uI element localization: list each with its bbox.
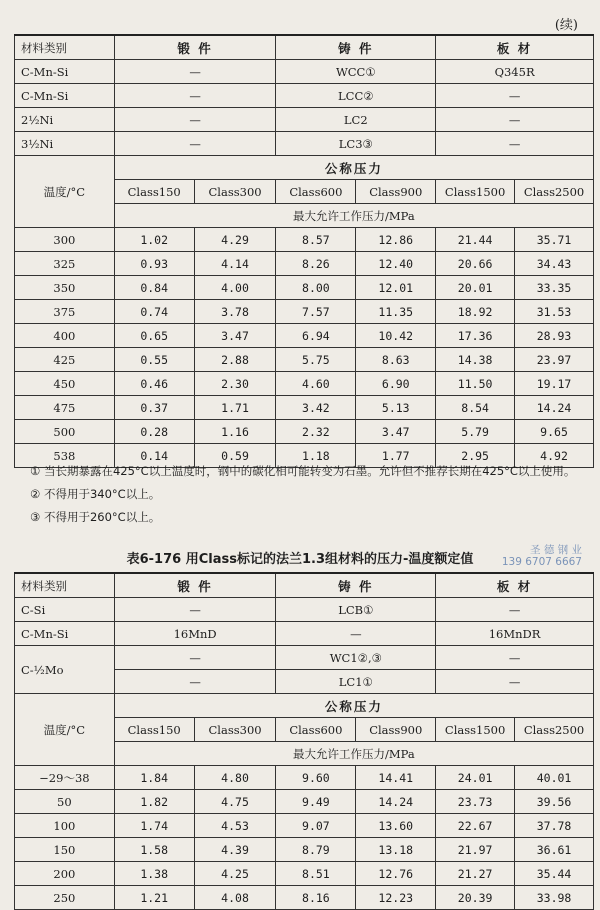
pressure-cell: 1.77 — [356, 444, 436, 468]
max-pressure-header: 最大允许工作压力/MPa — [114, 204, 593, 228]
temperature-cell: 100 — [15, 814, 115, 838]
pressure-cell: 3.78 — [194, 300, 276, 324]
material-row — [15, 646, 594, 670]
pressure-cell: 1.38 — [114, 862, 194, 886]
material-category: C-½Mo — [15, 646, 115, 694]
material-row — [15, 60, 594, 84]
continued-label: (续) — [554, 18, 578, 33]
pressure-cell: 4.53 — [194, 814, 276, 838]
pressure-cell: 20.39 — [436, 886, 515, 910]
pressure-cell: 0.74 — [114, 300, 194, 324]
material-category-header: 材料类别 — [15, 573, 115, 598]
pressure-cell: 39.56 — [515, 790, 594, 814]
pressure-cell: 7.57 — [276, 300, 356, 324]
pressure-cell: 5.79 — [436, 420, 515, 444]
temperature-cell: 475 — [15, 396, 115, 420]
material-category: C-Si — [15, 598, 115, 622]
nominal-pressure-row — [15, 156, 594, 180]
pressure-cell: 11.35 — [356, 300, 436, 324]
material-category-header: 材料类别 — [15, 35, 115, 60]
forged-cell: 16MnD — [114, 622, 276, 646]
pressure-cell: 8.57 — [276, 228, 356, 252]
temperature-header: 温度/°C — [15, 694, 115, 766]
pressure-cell: 0.59 — [194, 444, 276, 468]
temperature-cell: 325 — [15, 252, 115, 276]
pressure-cell: 1.74 — [114, 814, 194, 838]
class-header: Class1500 — [436, 718, 515, 742]
pressure-cell: 35.44 — [515, 862, 594, 886]
pressure-cell: 1.18 — [276, 444, 356, 468]
forged-header: 锻 件 — [114, 573, 276, 598]
pressure-cell: 0.84 — [114, 276, 194, 300]
material-row — [15, 622, 594, 646]
temperature-cell: 500 — [15, 420, 115, 444]
table-row — [15, 300, 594, 324]
pressure-cell: 1.21 — [114, 886, 194, 910]
plate-cell: — — [436, 646, 594, 670]
pressure-cell: 21.27 — [436, 862, 515, 886]
table-row — [15, 838, 594, 862]
pressure-cell: 4.29 — [194, 228, 276, 252]
class-header: Class600 — [276, 718, 356, 742]
footnote-3: ③ 不得用于260°C以上。 — [30, 510, 161, 524]
pressure-cell: 0.93 — [114, 252, 194, 276]
pressure-cell: 8.16 — [276, 886, 356, 910]
pressure-cell: 2.88 — [194, 348, 276, 372]
temperature-cell: 250 — [15, 886, 115, 910]
material-row — [15, 84, 594, 108]
pressure-cell: 4.60 — [276, 372, 356, 396]
forged-cell: — — [114, 84, 276, 108]
pressure-cell: 12.40 — [356, 252, 436, 276]
table-row — [15, 790, 594, 814]
pressure-cell: 28.93 — [515, 324, 594, 348]
class-header: Class300 — [194, 718, 276, 742]
pressure-cell: 20.01 — [436, 276, 515, 300]
temperature-cell: 538 — [15, 444, 115, 468]
pressure-cell: 36.61 — [515, 838, 594, 862]
cast-cell: LC2 — [276, 108, 436, 132]
cast-header: 铸 件 — [276, 573, 436, 598]
pressure-cell: 8.79 — [276, 838, 356, 862]
pressure-cell: 14.41 — [356, 766, 436, 790]
forged-cell: — — [114, 670, 276, 694]
temperature-cell: 450 — [15, 372, 115, 396]
watermark-company: 圣 德 钢 业 — [529, 544, 582, 556]
pressure-cell: 33.98 — [515, 886, 594, 910]
material-row — [15, 132, 594, 156]
pressure-cell: 9.07 — [276, 814, 356, 838]
temperature-cell: 350 — [15, 276, 115, 300]
cast-cell: LCB① — [276, 598, 436, 622]
table-row — [15, 886, 594, 910]
temperature-cell: 300 — [15, 228, 115, 252]
cast-cell: — — [276, 622, 436, 646]
plate-cell: — — [436, 132, 594, 156]
pressure-cell: 4.25 — [194, 862, 276, 886]
pressure-cell: 9.65 — [515, 420, 594, 444]
table-row — [15, 348, 594, 372]
temperature-cell: 200 — [15, 862, 115, 886]
cast-cell: WC1②,③ — [276, 646, 436, 670]
class-header: Class900 — [356, 180, 436, 204]
plate-header: 板 材 — [436, 35, 594, 60]
table-row — [15, 252, 594, 276]
table-row — [15, 396, 594, 420]
pressure-cell: 0.65 — [114, 324, 194, 348]
pressure-cell: 5.75 — [276, 348, 356, 372]
class-header: Class900 — [356, 718, 436, 742]
plate-cell: Q345R — [436, 60, 594, 84]
cast-cell: WCC① — [276, 60, 436, 84]
pressure-cell: 21.97 — [436, 838, 515, 862]
table-row — [15, 814, 594, 838]
watermark-phone: 139 6707 6667 — [501, 556, 582, 568]
forged-cell: — — [114, 598, 276, 622]
table-row — [15, 276, 594, 300]
pressure-cell: 13.18 — [356, 838, 436, 862]
pressure-cell: 35.71 — [515, 228, 594, 252]
pressure-cell: 23.73 — [436, 790, 515, 814]
temperature-cell: −29～38 — [15, 766, 115, 790]
material-category: C-Mn-Si — [15, 84, 115, 108]
material-row — [15, 598, 594, 622]
pressure-cell: 37.78 — [515, 814, 594, 838]
nominal-pressure-header: 公称压力 — [114, 694, 593, 718]
plate-cell: 16MnDR — [436, 622, 594, 646]
pressure-cell: 6.90 — [356, 372, 436, 396]
forged-cell: — — [114, 60, 276, 84]
pressure-cell: 1.71 — [194, 396, 276, 420]
class-header: Class150 — [114, 718, 194, 742]
plate-cell: — — [436, 84, 594, 108]
pressure-cell: 8.00 — [276, 276, 356, 300]
pressure-cell: 18.92 — [436, 300, 515, 324]
cast-header: 铸 件 — [276, 35, 436, 60]
pressure-cell: 8.51 — [276, 862, 356, 886]
pressure-cell: 21.44 — [436, 228, 515, 252]
material-category: C-Mn-Si — [15, 60, 115, 84]
nominal-pressure-header: 公称压力 — [114, 156, 593, 180]
pressure-cell: 14.24 — [515, 396, 594, 420]
pressure-cell: 1.58 — [114, 838, 194, 862]
pressure-cell: 22.67 — [436, 814, 515, 838]
footnotes — [30, 460, 575, 529]
pressure-cell: 6.94 — [276, 324, 356, 348]
pressure-cell: 12.86 — [356, 228, 436, 252]
pressure-cell: 0.28 — [114, 420, 194, 444]
rating-table-2 — [14, 572, 594, 910]
pressure-cell: 20.66 — [436, 252, 515, 276]
temperature-cell: 150 — [15, 838, 115, 862]
max-pressure-header: 最大允许工作压力/MPa — [114, 742, 593, 766]
cast-cell: LCC② — [276, 84, 436, 108]
pressure-cell: 1.02 — [114, 228, 194, 252]
forged-cell: — — [114, 108, 276, 132]
pressure-cell: 5.13 — [356, 396, 436, 420]
pressure-cell: 17.36 — [436, 324, 515, 348]
pressure-cell: 0.46 — [114, 372, 194, 396]
plate-header: 板 材 — [436, 573, 594, 598]
pressure-cell: 1.82 — [114, 790, 194, 814]
table-row — [15, 420, 594, 444]
forged-cell: — — [114, 646, 276, 670]
pressure-cell: 4.14 — [194, 252, 276, 276]
plate-cell: — — [436, 598, 594, 622]
class-header: Class300 — [194, 180, 276, 204]
table-row — [15, 324, 594, 348]
temperature-header: 温度/°C — [15, 156, 115, 228]
pressure-cell: 12.23 — [356, 886, 436, 910]
pressure-cell: 0.14 — [114, 444, 194, 468]
pressure-cell: 4.39 — [194, 838, 276, 862]
pressure-cell: 4.08 — [194, 886, 276, 910]
class-header: Class2500 — [515, 180, 594, 204]
pressure-cell: 34.43 — [515, 252, 594, 276]
material-category: C-Mn-Si — [15, 622, 115, 646]
class-header: Class1500 — [436, 180, 515, 204]
cast-cell: LC3③ — [276, 132, 436, 156]
material-category: 2½Ni — [15, 108, 115, 132]
pressure-cell: 2.32 — [276, 420, 356, 444]
pressure-cell: 12.01 — [356, 276, 436, 300]
pressure-cell: 3.42 — [276, 396, 356, 420]
pressure-cell: 2.95 — [436, 444, 515, 468]
plate-cell: — — [436, 108, 594, 132]
pressure-cell: 13.60 — [356, 814, 436, 838]
temperature-cell: 50 — [15, 790, 115, 814]
pressure-cell: 4.80 — [194, 766, 276, 790]
class-header: Class600 — [276, 180, 356, 204]
class-header: Class2500 — [515, 718, 594, 742]
pressure-cell: 4.92 — [515, 444, 594, 468]
pressure-cell: 3.47 — [194, 324, 276, 348]
material-row — [15, 108, 594, 132]
pressure-cell: 1.16 — [194, 420, 276, 444]
pressure-cell: 14.24 — [356, 790, 436, 814]
material-category: 3½Ni — [15, 132, 115, 156]
pressure-cell: 23.97 — [515, 348, 594, 372]
temperature-cell: 375 — [15, 300, 115, 324]
table-row — [15, 862, 594, 886]
pressure-cell: 12.76 — [356, 862, 436, 886]
pressure-cell: 33.35 — [515, 276, 594, 300]
pressure-cell: 19.17 — [515, 372, 594, 396]
class-header: Class150 — [114, 180, 194, 204]
temperature-cell: 400 — [15, 324, 115, 348]
pressure-cell: 10.42 — [356, 324, 436, 348]
pressure-cell: 0.55 — [114, 348, 194, 372]
table-row — [15, 372, 594, 396]
pressure-cell: 1.84 — [114, 766, 194, 790]
pressure-cell: 8.26 — [276, 252, 356, 276]
table-header-row — [15, 35, 594, 60]
nominal-pressure-row — [15, 694, 594, 718]
pressure-cell: 4.75 — [194, 790, 276, 814]
pressure-cell: 4.00 — [194, 276, 276, 300]
pressure-cell: 24.01 — [436, 766, 515, 790]
rating-table-1 — [14, 34, 594, 468]
table-row — [15, 228, 594, 252]
cast-cell: LC1① — [276, 670, 436, 694]
footnote-2: ② 不得用于340°C以上。 — [30, 487, 161, 501]
pressure-cell: 14.38 — [436, 348, 515, 372]
table-row — [15, 766, 594, 790]
table-header-row — [15, 573, 594, 598]
pressure-cell: 9.60 — [276, 766, 356, 790]
temperature-cell: 425 — [15, 348, 115, 372]
pressure-cell: 3.47 — [356, 420, 436, 444]
pressure-cell: 0.37 — [114, 396, 194, 420]
pressure-cell: 2.30 — [194, 372, 276, 396]
pressure-cell: 31.53 — [515, 300, 594, 324]
pressure-cell: 40.01 — [515, 766, 594, 790]
footnote-1: ① 当长期暴露在425°C以上温度时，钢中的碳化相可能转变为石墨。允许但不推荐长期在425°C以上使用。 — [30, 464, 576, 478]
forged-cell: — — [114, 132, 276, 156]
pressure-cell: 8.63 — [356, 348, 436, 372]
forged-header: 锻 件 — [114, 35, 276, 60]
pressure-cell: 8.54 — [436, 396, 515, 420]
table-caption: 表6-176 用Class标记的法兰1.3组材料的压力-温度额定值 — [126, 552, 474, 567]
plate-cell: — — [436, 670, 594, 694]
pressure-cell: 9.49 — [276, 790, 356, 814]
pressure-cell: 11.50 — [436, 372, 515, 396]
